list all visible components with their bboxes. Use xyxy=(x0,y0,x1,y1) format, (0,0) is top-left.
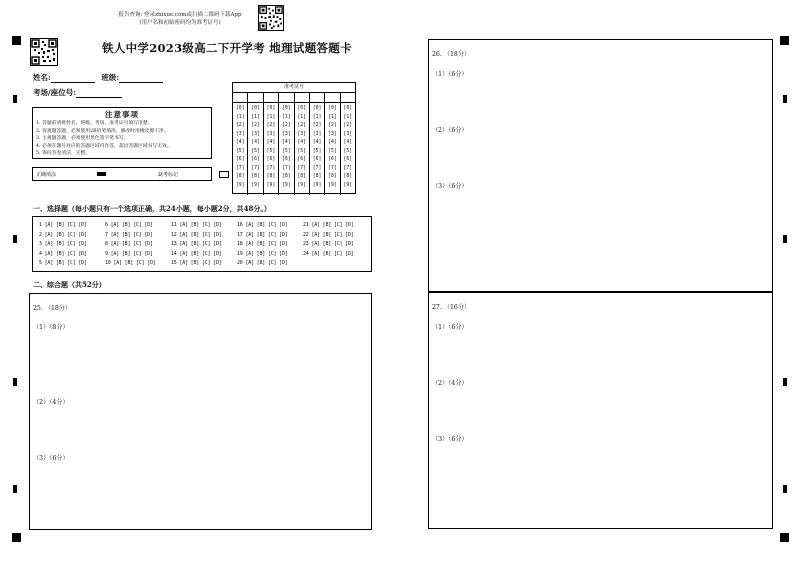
exam-number-write-row xyxy=(233,93,355,103)
exam-digit-bubble[interactable]: [6] xyxy=(328,157,337,162)
exam-digit-bubble[interactable]: [4] xyxy=(251,140,260,145)
question-25-part-1: （1）（8分） xyxy=(33,324,69,331)
choice-options[interactable]: [A] [B] [C] [D] xyxy=(179,250,222,257)
question-27-header: 27. （16分） xyxy=(432,304,471,311)
section1-title: 一、选择题（每小题只有一个选项正确，共24小题，每小题2分，共48分。） xyxy=(33,204,271,213)
question-26-part-1: （1）（6分） xyxy=(432,71,468,78)
exam-digit-bubble[interactable]: [1] xyxy=(297,114,307,120)
side-mark-right xyxy=(783,95,787,103)
exam-digit-bubble[interactable]: [2] xyxy=(266,123,276,128)
question-27-part-3: （3）（6分） xyxy=(432,436,468,443)
choice-question-number: 21 xyxy=(303,222,312,228)
choice-options[interactable]: [A] [B] [C] [D] xyxy=(179,260,222,267)
exam-digit-bubble[interactable]: [4] xyxy=(297,140,307,145)
exam-digit-bubble[interactable]: [4] xyxy=(343,140,353,145)
choice-question-number: 11 xyxy=(171,222,180,228)
side-mark-right xyxy=(783,235,787,243)
choice-question-22[interactable] xyxy=(303,232,354,238)
exam-digit-bubble[interactable]: [6] xyxy=(251,157,260,162)
exam-digit-bubble[interactable]: [7] xyxy=(328,165,337,171)
choice-options[interactable]: [A] [B] [C] [D] xyxy=(245,231,288,238)
side-mark-left xyxy=(13,235,17,243)
exam-number-column xyxy=(279,103,294,195)
exam-digit-bubble[interactable]: [5] xyxy=(266,148,276,154)
exam-digit-bubble[interactable]: [3] xyxy=(297,131,307,137)
choice-options[interactable]: [A] [B] [C] [D] xyxy=(44,250,87,257)
exam-number-cell[interactable] xyxy=(279,93,294,102)
choice-question-4[interactable] xyxy=(39,251,87,257)
notes-list xyxy=(33,120,211,158)
choice-question-5[interactable] xyxy=(39,260,87,266)
exam-number-bubbles xyxy=(233,103,355,195)
question-25-box xyxy=(29,293,372,530)
exam-number-column xyxy=(233,103,248,195)
exam-digit-bubble[interactable]: [0] xyxy=(281,106,291,111)
choice-question-number: 20 xyxy=(237,260,246,267)
exam-number-column xyxy=(264,103,279,195)
choice-question-number: 14 xyxy=(171,250,180,257)
choice-options[interactable]: [A] [B] [C] [D] xyxy=(110,222,153,228)
exam-digit-bubble[interactable]: [2] xyxy=(251,123,260,128)
exam-digit-bubble[interactable]: [3] xyxy=(312,131,322,137)
choice-options[interactable]: [A] [B] [C] [D] xyxy=(44,231,87,238)
choice-question-number: 7 xyxy=(105,231,111,238)
exam-number-cell[interactable] xyxy=(341,93,355,102)
choice-question-15[interactable] xyxy=(171,260,222,266)
choice-options[interactable]: [A] [B] [C] [D] xyxy=(44,241,87,248)
exam-digit-bubble[interactable]: [8] xyxy=(328,174,337,179)
exam-digit-bubble[interactable]: [5] xyxy=(312,148,322,154)
choice-question-number: 23 xyxy=(303,241,312,248)
exam-digit-bubble[interactable]: [8] xyxy=(297,174,307,179)
exam-digit-bubble[interactable]: [7] xyxy=(266,165,276,171)
exam-number-column xyxy=(248,103,263,195)
exam-digit-bubble[interactable]: [5] xyxy=(281,148,291,154)
exam-digit-bubble[interactable]: [0] xyxy=(328,106,337,111)
choice-question-2[interactable] xyxy=(39,232,87,238)
choice-question-number: 12 xyxy=(171,231,180,238)
exam-digit-bubble[interactable]: [5] xyxy=(235,148,245,154)
question-26-part-3: （3）（6分） xyxy=(432,183,468,190)
choice-options[interactable]: [A] [B] [C] [D] xyxy=(110,250,153,257)
notes-item: 3. 主观题答题，必须使用黑色签字笔书写。 xyxy=(36,136,129,142)
fill-example-box xyxy=(32,167,212,181)
exam-digit-bubble[interactable]: [4] xyxy=(281,140,291,145)
exam-number-cell[interactable] xyxy=(310,93,325,102)
choice-options[interactable]: [A] [B] [C] [D] xyxy=(245,250,288,257)
exam-digit-bubble[interactable]: [0] xyxy=(343,106,353,111)
exam-digit-bubble[interactable]: [9] xyxy=(343,182,353,188)
exam-digit-bubble[interactable]: [2] xyxy=(235,123,245,128)
exam-digit-bubble[interactable]: [0] xyxy=(297,106,307,111)
choice-options[interactable]: [A] [B] [C] [D] xyxy=(110,241,153,248)
exam-digit-bubble[interactable]: [1] xyxy=(328,114,337,120)
notes-box xyxy=(32,107,212,159)
exam-digit-bubble[interactable]: [7] xyxy=(281,165,291,171)
choice-options[interactable]: [A] [B] [C] [D] xyxy=(113,260,156,267)
choice-question-16[interactable] xyxy=(237,222,288,228)
exam-digit-bubble[interactable]: [6] xyxy=(266,157,276,162)
exam-digit-bubble[interactable]: [7] xyxy=(297,165,307,171)
side-mark-left xyxy=(13,378,17,386)
question-26-part-2: （2）（6分） xyxy=(432,127,468,134)
exam-digit-bubble[interactable]: [9] xyxy=(266,182,276,188)
choice-question-19[interactable] xyxy=(237,251,288,257)
choice-question-number: 3 xyxy=(39,241,45,248)
side-mark-left xyxy=(13,95,17,103)
notes-item: 1. 答题前请将姓名、班级、考场、准考证号填写清楚。 xyxy=(36,121,153,126)
exam-number-cell[interactable] xyxy=(295,93,310,102)
exam-digit-bubble[interactable]: [9] xyxy=(251,182,260,188)
exam-digit-bubble[interactable]: [8] xyxy=(251,174,260,179)
room-seat-field[interactable] xyxy=(76,89,122,98)
choice-options[interactable]: [A] [B] [C] [D] xyxy=(311,222,354,228)
student-id-qr-code xyxy=(30,38,58,66)
choice-question-12[interactable] xyxy=(171,232,222,238)
report-notice-line1: 报告查询: 登录zhixue.com或扫描二维码下载App xyxy=(118,12,242,18)
multiple-choice-box xyxy=(32,216,372,272)
exam-digit-bubble[interactable]: [6] xyxy=(235,157,245,162)
exam-digit-bubble[interactable]: [3] xyxy=(281,131,291,137)
exam-number-column xyxy=(325,103,340,195)
choice-question-3[interactable] xyxy=(39,241,87,247)
choice-question-9[interactable] xyxy=(105,251,153,257)
exam-digit-bubble[interactable]: [4] xyxy=(266,140,276,145)
choice-question-6[interactable] xyxy=(105,222,153,228)
choice-options[interactable]: [A] [B] [C] [D] xyxy=(245,260,288,267)
exam-digit-bubble[interactable]: [5] xyxy=(328,148,337,154)
exam-digit-bubble[interactable]: [0] xyxy=(266,106,276,111)
exam-digit-bubble[interactable]: [7] xyxy=(312,165,322,171)
exam-digit-bubble[interactable]: [9] xyxy=(281,182,291,188)
class-field[interactable] xyxy=(119,74,163,83)
section2-title: 二、综合题（共52分） xyxy=(33,280,106,289)
choice-question-number: 5 xyxy=(39,260,45,267)
corner-mark-bottom-right xyxy=(780,533,789,542)
report-notice-line2: (用户名和初始密码均为准考证号) xyxy=(139,20,221,26)
choice-question-20[interactable] xyxy=(237,260,288,266)
student-name-class-row xyxy=(33,72,163,83)
exam-digit-bubble[interactable]: [5] xyxy=(251,148,260,154)
question-27-part-2: （2）（4分） xyxy=(432,380,468,387)
choice-options[interactable]: [A] [B] [C] [D] xyxy=(245,222,288,228)
exam-digit-bubble[interactable]: [8] xyxy=(281,174,291,179)
question-25-header: 25. （18分） xyxy=(33,305,72,312)
choice-question-11[interactable] xyxy=(171,222,222,228)
choice-options[interactable]: [A] [B] [C] [D] xyxy=(311,231,354,238)
exam-digit-bubble[interactable]: [6] xyxy=(312,157,322,162)
exam-number-cell[interactable] xyxy=(264,93,279,102)
choice-question-number: 8 xyxy=(105,241,111,248)
choice-question-number: 9 xyxy=(105,250,111,257)
choice-question-number: 18 xyxy=(237,241,246,248)
room-seat-label: 考场/座位号: xyxy=(33,88,77,97)
exam-digit-bubble[interactable]: [9] xyxy=(328,182,337,188)
report-notice xyxy=(105,11,255,27)
choice-question-18[interactable] xyxy=(237,241,288,247)
notes-item: 2. 客观题答题，必须使用2B铅笔填涂，修改时用橡皮擦干净。 xyxy=(36,128,169,134)
choice-options[interactable]: [A] [B] [C] [D] xyxy=(44,260,87,267)
choice-options[interactable]: [A] [B] [C] [D] xyxy=(311,250,354,257)
exam-number-title: 准考证号 xyxy=(233,83,355,93)
exam-digit-bubble[interactable]: [5] xyxy=(297,148,307,154)
absent-mark-box[interactable] xyxy=(219,171,229,178)
exam-digit-bubble[interactable]: [3] xyxy=(235,131,245,137)
exam-digit-bubble[interactable]: [2] xyxy=(328,123,337,128)
exam-digit-bubble[interactable]: [0] xyxy=(312,106,322,111)
exam-digit-bubble[interactable]: [3] xyxy=(328,131,337,137)
choice-question-number: 10 xyxy=(105,260,114,267)
exam-digit-bubble[interactable]: [0] xyxy=(251,106,260,111)
side-mark-right xyxy=(783,485,787,493)
question-25-part-3: （3）（6分） xyxy=(33,455,69,462)
choice-question-number: 17 xyxy=(237,231,246,238)
exam-digit-bubble[interactable]: [1] xyxy=(251,114,260,120)
exam-digit-bubble[interactable]: [9] xyxy=(312,182,322,188)
exam-digit-bubble[interactable]: [9] xyxy=(235,182,245,188)
choice-question-17[interactable] xyxy=(237,232,288,238)
choice-question-number: 4 xyxy=(39,250,45,257)
choice-options[interactable]: [A] [B] [C] [D] xyxy=(245,241,288,248)
correct-fill-sample xyxy=(97,172,106,176)
exam-digit-bubble[interactable]: [8] xyxy=(235,174,245,179)
choice-question-14[interactable] xyxy=(171,251,222,257)
exam-number-cell[interactable] xyxy=(325,93,340,102)
exam-digit-bubble[interactable]: [5] xyxy=(343,148,353,154)
choice-question-23[interactable] xyxy=(303,241,354,247)
choice-question-number: 15 xyxy=(171,260,180,267)
choice-question-13[interactable] xyxy=(171,241,222,247)
exam-digit-bubble[interactable]: [6] xyxy=(281,157,291,162)
exam-number-column xyxy=(310,103,325,195)
exam-digit-bubble[interactable]: [8] xyxy=(312,174,322,179)
room-seat-row xyxy=(33,87,122,98)
choice-question-number: 24 xyxy=(303,250,312,257)
exam-number-cell[interactable] xyxy=(233,93,248,102)
absent-mark-label: 缺考标记 xyxy=(158,172,179,178)
exam-digit-bubble[interactable]: [4] xyxy=(235,140,245,145)
answer-sheet-title: 铁人中学2023级高二下开学考 地理试题答题卡 xyxy=(102,41,352,55)
exam-digit-bubble[interactable]: [7] xyxy=(235,165,245,171)
choice-question-24[interactable] xyxy=(303,251,354,257)
exam-number-cell[interactable] xyxy=(248,93,263,102)
corner-mark-top-right xyxy=(780,36,789,45)
correct-fill-label: 正确填涂 xyxy=(36,172,57,178)
app-download-qr-code xyxy=(258,5,284,31)
choice-question-number: 16 xyxy=(237,222,246,228)
exam-digit-bubble[interactable]: [8] xyxy=(343,174,353,179)
corner-mark-bottom-left xyxy=(12,533,21,542)
exam-digit-bubble[interactable]: [1] xyxy=(235,114,245,120)
exam-digit-bubble[interactable]: [0] xyxy=(235,106,245,111)
exam-digit-bubble[interactable]: [3] xyxy=(343,131,353,137)
notes-title: 注意事项 xyxy=(105,110,139,119)
exam-digit-bubble[interactable]: [2] xyxy=(297,123,307,128)
choice-question-number: 19 xyxy=(237,250,246,257)
exam-digit-bubble[interactable]: [8] xyxy=(266,174,276,179)
exam-digit-bubble[interactable]: [2] xyxy=(343,123,353,128)
question-27-part-1: （1）（6分） xyxy=(432,324,468,331)
side-mark-right xyxy=(783,378,787,386)
exam-digit-bubble[interactable]: [1] xyxy=(266,114,276,120)
notes-item: 4. 必须在题号对应的答题区域内作答，超出答题区域书写无效。 xyxy=(36,143,172,149)
exam-digit-bubble[interactable]: [2] xyxy=(312,123,322,128)
exam-digit-bubble[interactable]: [6] xyxy=(343,157,353,162)
notes-item: 5. 保持答卷清洁、完整。 xyxy=(36,151,91,157)
exam-digit-bubble[interactable]: [2] xyxy=(281,123,291,128)
choice-question-7[interactable] xyxy=(105,232,153,238)
exam-digit-bubble[interactable]: [9] xyxy=(297,182,307,188)
exam-digit-bubble[interactable]: [6] xyxy=(297,157,307,162)
choice-question-number: 22 xyxy=(303,231,312,238)
choice-question-21[interactable] xyxy=(303,222,354,228)
exam-digit-bubble[interactable]: [3] xyxy=(266,131,276,137)
name-field[interactable] xyxy=(51,74,95,83)
corner-mark-top-left xyxy=(12,36,21,45)
side-mark-left xyxy=(13,485,17,493)
exam-number-grid xyxy=(232,82,356,194)
exam-digit-bubble[interactable]: [4] xyxy=(328,140,337,145)
choice-options[interactable]: [A] [B] [C] [D] xyxy=(110,231,153,238)
name-label: 姓名: xyxy=(33,73,51,82)
choice-question-number: 6 xyxy=(105,222,111,228)
class-label: 班级: xyxy=(101,73,120,82)
choice-question-number: 1 xyxy=(39,222,45,228)
question-26-header: 26. （18分） xyxy=(432,51,471,58)
exam-digit-bubble[interactable]: [4] xyxy=(312,140,322,145)
exam-number-column xyxy=(341,103,355,195)
choice-options[interactable]: [A] [B] [C] [D] xyxy=(179,241,222,248)
choice-question-10[interactable] xyxy=(105,260,156,266)
choice-question-number: 2 xyxy=(39,231,45,238)
choice-options[interactable]: [A] [B] [C] [D] xyxy=(179,222,222,228)
exam-number-column xyxy=(295,103,310,195)
exam-digit-bubble[interactable]: [7] xyxy=(251,165,260,171)
choice-options[interactable]: [A] [B] [C] [D] xyxy=(311,241,354,248)
exam-digit-bubble[interactable]: [1] xyxy=(312,114,322,120)
exam-digit-bubble[interactable]: [7] xyxy=(343,165,353,171)
question-26-box xyxy=(428,39,773,292)
choice-question-number: 13 xyxy=(171,241,180,248)
exam-digit-bubble[interactable]: [1] xyxy=(343,114,353,120)
exam-digit-bubble[interactable]: [3] xyxy=(251,131,260,137)
choice-question-1[interactable] xyxy=(39,222,87,228)
question-25-part-2: （2）（4分） xyxy=(33,399,69,406)
question-27-box xyxy=(428,292,773,529)
exam-digit-bubble[interactable]: [1] xyxy=(281,114,291,120)
choice-options[interactable]: [A] [B] [C] [D] xyxy=(44,222,87,228)
choice-question-8[interactable] xyxy=(105,241,153,247)
choice-options[interactable]: [A] [B] [C] [D] xyxy=(179,231,222,238)
